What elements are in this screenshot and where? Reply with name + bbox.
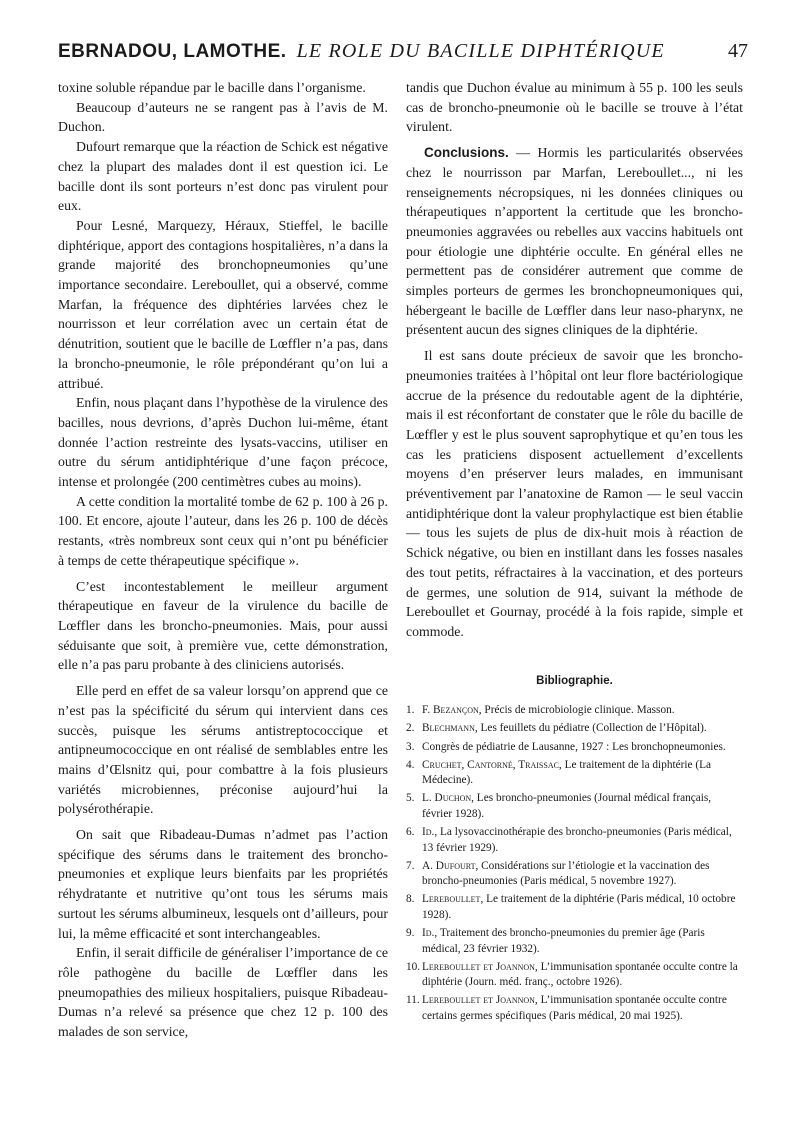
conclusions-paragraph: [406, 143, 743, 340]
conclusions-text: — Hormis les particularités observées chez le nourrisson par Marfan, Lereboullet..., ni les renseignements nécropsiques, ni les données cliniques ou thérapeutiques n’apportent la certitude que les broncho-pneumonies aggravées ou rebelles aux vaccins habituels ont pour étiologie une diphtérie occulte. En général elles ne permettent pas de considérer autrement que comme de simples porteurs de germes les bronchopneumoniques qui, hébergeant le bacille de Lœffler dans leur naso-pharynx, ne présentent aucun des signes cliniques de la diphtérie.: [406, 145, 743, 338]
bib-text: Les feuillets du pédiatre (Collection de l’Hôpital).: [477, 722, 707, 735]
bib-number: 8.: [406, 893, 415, 906]
bibliography-item: [406, 859, 743, 890]
bibliography-item: [406, 926, 743, 957]
bib-text: Considérations sur l’étiologie et la vaccination des broncho-pneumonies (Paris médical, 5 novembre 1927).: [422, 859, 710, 888]
bib-number: 11.: [406, 994, 420, 1007]
bib-text: Le traitement de la diphtérie (La Médecine).: [422, 758, 712, 787]
paragraph: Elle perd en effet de sa valeur lorsqu’on apprend que ce n’est pas la spécificité du sérum qui intervient dans ces succès, puisque les sérums antistreptococcique et antipneumococcique en ont réalisé de semblables entre les mains d’Œlsnitz qui, pour combattre à la fois plusieurs variétés microbiennes, préconise aujourd’hui la polysérothérapie.: [58, 683, 388, 817]
header-authors: EBRNADOU, LAMOTHE.: [58, 41, 287, 62]
bibliography-item: [406, 892, 743, 923]
bibliography-item: [406, 825, 743, 856]
header-title: LE ROLE DU BACILLE DIPHTÉRIQUE: [296, 40, 665, 62]
conclusions-heading: Conclusions.: [424, 145, 509, 161]
paragraph: Il est sans doute précieux de savoir que les broncho-pneumonies traitées à l’hôpital ont leur flore bactériologique accrue de la présence du redoutable agent de la diphtérie, mais il est réconfortant de constater que le rôle du bacille de Lœffler y est le plus souvent saprophytique et qu’en tous les cas les praticiens disposent actuellement d’excellents moyens d’en préserver leurs malades, en immunisant préventivement par l’anatoxine de Ramon — le seul vaccin antidiphtérique dont la valeur prophylactique est bien établie — tous les sujets de plus de dix-huit mois à réaction de Schick négative, ou bien en instillant dans les fosses nasales des tout petits, réfractaires à la vaccination, et des porteurs de germes, une solution de 914, suivant la méthode de Lereboullet et Gournay, procédé à la fois rapide, simple et commode.: [406, 348, 743, 639]
bib-text: Congrès de pédiatrie de Lausanne, 1927 : Les bronchopneumonies.: [422, 740, 726, 753]
bib-author: Lereboullet et Joannon,: [422, 960, 538, 973]
bib-text: Traitement des broncho-pneumonies du premier âge (Paris médical, 23 février 1932).: [422, 927, 705, 955]
paragraph: Beaucoup d’auteurs ne se rangent pas à l’avis de M. Duchon.: [58, 99, 388, 135]
bibliography-item: [406, 993, 743, 1024]
paragraph: Enfin, il serait difficile de généraliser l’importance de ce rôle pathogène du bacille de Lœffler dans les pneumopathies des milieux hospitaliers, puisque Ribadeau-Dumas n’a relevé sa présence que chez 12 p. 100 des malades de son service,: [58, 945, 388, 1040]
bib-author: A. Dufourt,: [422, 859, 479, 872]
bib-author: Blechmann,: [422, 722, 478, 735]
paragraph: Dufourt remarque que la réaction de Schick est négative chez la plupart des malades dont il est question ici. Le bacille dont ils sont porteurs n’est donc pas virulent pour eux.: [58, 139, 388, 214]
bib-number: 7.: [406, 859, 415, 872]
right-column: [406, 78, 743, 1027]
bib-author: F. Bezançon,: [422, 704, 482, 717]
bib-number: 10.: [406, 960, 421, 973]
bib-author: Id.,: [422, 826, 438, 839]
bibliography-item: [406, 721, 743, 737]
paragraph: A cette condition la mortalité tombe de 62 p. 100 à 26 p. 100. Et encore, ajoute l’auteur, dans les 26 p. 100 de décès restants, «très nombreux sont ceux qui n’ont pu bénéficier à temps de cette thérapeutique spécifique ».: [58, 493, 388, 568]
bib-number: 1.: [406, 704, 415, 717]
running-header: [58, 40, 748, 68]
paragraph: tandis que Duchon évalue au minimum à 55 p. 100 les seuls cas de broncho-pneumonie où le bacille se trouve à l’état virulent.: [406, 80, 743, 135]
bib-number: 9.: [406, 927, 415, 940]
bib-text: La lysovaccinothérapie des broncho-pneumonies (Paris médical, 13 février 1929).: [422, 826, 732, 854]
bibliography-list: [406, 703, 743, 1024]
bib-number: 6.: [406, 826, 415, 839]
bibliography-item: [406, 960, 743, 991]
bib-text: Le traitement de la diphtérie (Paris médical, 10 octobre 1928).: [422, 893, 736, 922]
bib-author: Id.,: [422, 927, 438, 940]
bibliography-item: [406, 791, 743, 822]
bib-text: Précis de microbiologie clinique. Masson.: [481, 704, 675, 717]
bib-author: Lereboullet,: [422, 893, 484, 906]
bib-number: 3.: [406, 740, 415, 753]
paragraph: Enfin, nous plaçant dans l’hypothèse de la virulence des bacilles, nous devrions, d’après Duchon lui-même, étant donnée l’action restreinte des lysats-vaccins, utiliser en outre du sérum antidiphtérique d’une façon précoce, intense et prolongée (200 centimètres cubes au moins).: [58, 395, 388, 490]
bib-author: Cruchet, Cantorné, Traissac,: [422, 758, 562, 771]
bib-number: 5.: [406, 792, 415, 805]
left-column: [58, 78, 388, 1042]
bibliography-item: [406, 703, 743, 719]
bib-text: L’immunisation spontanée occulte contre certains germes spécifiques (Paris médical, 20 mai 1925).: [422, 994, 727, 1023]
paragraph: C’est incontestablement le meilleur argument thérapeutique en faveur de la virulence du bacille de Lœffler dans les broncho-pneumonies. Mais, pour aussi séduisante que soit, à première vue, cette démonstration, elle n’a pas paru probante à des cliniciens autorisés.: [58, 578, 388, 673]
page-number: 47: [728, 40, 748, 62]
bib-author: L. Duchon,: [422, 792, 474, 805]
bibliography-title: Bibliographie.: [536, 674, 613, 687]
paragraph: Pour Lesné, Marquezy, Héraux, Stieffel, le bacille diphtérique, apport des contagions hospitalières, n’a dans la grande majorité des bronchopneumonies qu’une importance secondaire. Lereboullet, qui a observé, comme Marfan, la fréquence des diphtéries larvées chez le nourrisson et leur corrélation avec un certain état de dénutrition, soutient que le bacille de Lœffler n’a pas, dans la broncho-pneumonie, le rôle prépondérant qu’on lui a attribué.: [58, 217, 388, 391]
bib-number: 2.: [406, 722, 415, 735]
bib-number: 4.: [406, 758, 415, 771]
paragraph: toxine soluble répandue par le bacille dans l’organisme.: [58, 80, 366, 95]
bib-text: Les broncho-pneumonies (Journal médical français, février 1928).: [422, 792, 712, 820]
bibliography-item: [406, 740, 743, 756]
bibliography-item: [406, 758, 743, 789]
bib-author: Lereboullet et Joannon,: [422, 994, 538, 1007]
paragraph: On sait que Ribadeau-Dumas n’admet pas l’action spécifique des sérums dans le traitement des broncho-pneumonies et explique leurs bienfaits par les propriétés réhydratante et nutritive qu’ont tous les sérums mais surtout les sérums albumineux, lesquels ont d’ailleurs, pour lui, la même efficacité et sont interchangeables.: [58, 827, 388, 941]
bib-text: L’immunisation spontanée occulte contre la diphtérie (Journ. méd. franç., octobre 1926).: [422, 960, 738, 989]
